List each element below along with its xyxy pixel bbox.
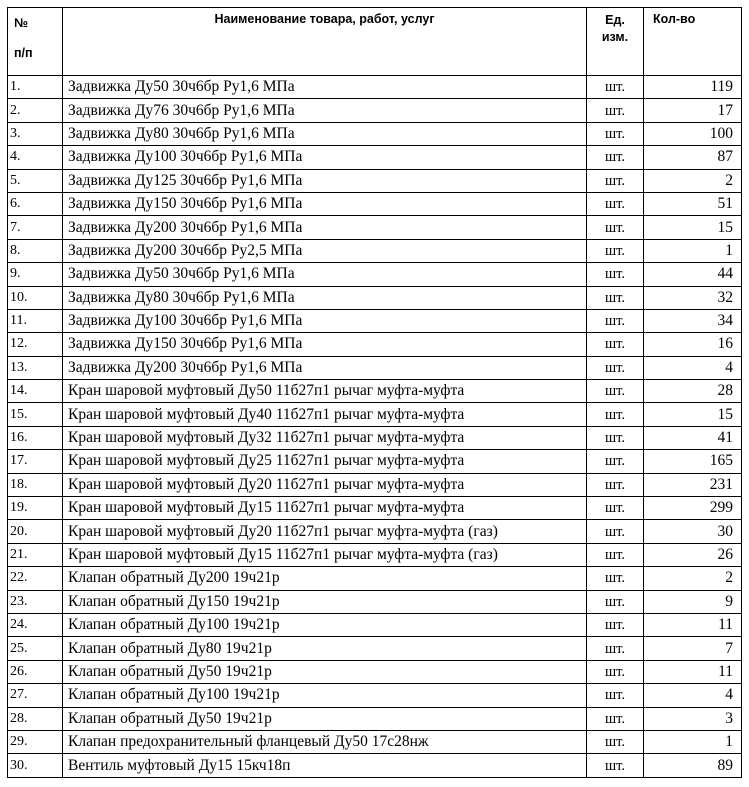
quantity-cell: 44 [644, 263, 742, 286]
quantity-cell: 32 [644, 286, 742, 309]
row-number-cell: 14. [8, 380, 63, 403]
item-name-cell: Задвижка Ду80 30ч6бр Ру1,6 МПа [63, 286, 587, 309]
quantity-cell: 299 [644, 497, 742, 520]
table-row [8, 380, 742, 403]
item-name-cell: Задвижка Ду200 30ч6бр Ру1,6 МПа [63, 356, 587, 379]
item-name-cell: Кран шаровой муфтовый Ду20 11б27п1 рычаг муфта-муфта [63, 473, 587, 496]
item-name-cell: Кран шаровой муфтовый Ду50 11б27п1 рычаг муфта-муфта [63, 380, 587, 403]
row-number-cell: 13. [8, 356, 63, 379]
unit-cell: шт. [587, 356, 644, 379]
item-name-cell: Клапан обратный Ду50 19ч21р [63, 707, 587, 730]
header-unit-line1: Ед. [605, 13, 625, 27]
row-number-cell: 21. [8, 543, 63, 566]
item-name-cell: Клапан обратный Ду80 19ч21р [63, 637, 587, 660]
item-name-cell: Задвижка Ду50 30ч6бр Ру1,6 МПа [63, 263, 587, 286]
row-number-cell: 17. [8, 450, 63, 473]
table-row [8, 426, 742, 449]
table-row [8, 192, 742, 215]
quantity-cell: 16 [644, 333, 742, 356]
item-name-cell: Кран шаровой муфтовый Ду15 11б27п1 рычаг муфта-муфта [63, 497, 587, 520]
item-name-cell: Задвижка Ду150 30ч6бр Ру1,6 МПа [63, 192, 587, 215]
quantity-cell: 3 [644, 707, 742, 730]
item-name-cell: Кран шаровой муфтовый Ду32 11б27п1 рычаг муфта-муфта [63, 426, 587, 449]
table-row [8, 450, 742, 473]
table-row [8, 707, 742, 730]
row-number-cell: 3. [8, 122, 63, 145]
unit-cell: шт. [587, 403, 644, 426]
quantity-cell: 87 [644, 146, 742, 169]
quantity-cell: 1 [644, 239, 742, 262]
unit-cell: шт. [587, 76, 644, 99]
row-number-cell: 23. [8, 590, 63, 613]
quantity-cell: 9 [644, 590, 742, 613]
table-row [8, 497, 742, 520]
unit-cell: шт. [587, 286, 644, 309]
item-name-cell: Задвижка Ду125 30ч6бр Ру1,6 МПа [63, 169, 587, 192]
row-number-cell: 8. [8, 239, 63, 262]
row-number-cell: 5. [8, 169, 63, 192]
row-number-cell: 9. [8, 263, 63, 286]
table-row [8, 216, 742, 239]
row-number-cell: 27. [8, 684, 63, 707]
item-name-cell: Задвижка Ду100 30ч6бр Ру1,6 МПа [63, 309, 587, 332]
table-row [8, 660, 742, 683]
item-name-cell: Клапан обратный Ду200 19ч21р [63, 567, 587, 590]
quantity-cell: 17 [644, 99, 742, 122]
header-number-line2: п/п [14, 46, 33, 60]
unit-cell: шт. [587, 309, 644, 332]
item-name-cell: Задвижка Ду80 30ч6бр Ру1,6 МПа [63, 122, 587, 145]
quantity-cell: 4 [644, 356, 742, 379]
unit-cell: шт. [587, 122, 644, 145]
quantity-cell: 2 [644, 169, 742, 192]
item-name-cell: Кран шаровой муфтовый Ду25 11б27п1 рычаг муфта-муфта [63, 450, 587, 473]
unit-cell: шт. [587, 192, 644, 215]
row-number-cell: 20. [8, 520, 63, 543]
row-number-cell: 1. [8, 76, 63, 99]
item-name-cell: Задвижка Ду150 30ч6бр Ру1,6 МПа [63, 333, 587, 356]
unit-cell: шт. [587, 660, 644, 683]
row-number-cell: 28. [8, 707, 63, 730]
goods-table [7, 7, 742, 778]
quantity-cell: 165 [644, 450, 742, 473]
quantity-cell: 4 [644, 684, 742, 707]
table-row [8, 754, 742, 777]
unit-cell: шт. [587, 450, 644, 473]
row-number-cell: 15. [8, 403, 63, 426]
table-row [8, 309, 742, 332]
unit-cell: шт. [587, 380, 644, 403]
unit-cell: шт. [587, 169, 644, 192]
table-row [8, 637, 742, 660]
unit-cell: шт. [587, 520, 644, 543]
table-row [8, 122, 742, 145]
row-number-cell: 4. [8, 146, 63, 169]
header-unit-line2: изм. [601, 30, 629, 44]
table-row [8, 356, 742, 379]
row-number-cell: 10. [8, 286, 63, 309]
quantity-cell: 51 [644, 192, 742, 215]
unit-cell: шт. [587, 637, 644, 660]
table-row [8, 333, 742, 356]
unit-cell: шт. [587, 239, 644, 262]
item-name-cell: Клапан обратный Ду50 19ч21р [63, 660, 587, 683]
item-name-cell: Вентиль муфтовый Ду15 15кч18п [63, 754, 587, 777]
row-number-cell: 19. [8, 497, 63, 520]
table-row [8, 684, 742, 707]
header-quantity: Кол-во [644, 8, 742, 76]
unit-cell: шт. [587, 146, 644, 169]
quantity-cell: 11 [644, 613, 742, 636]
quantity-cell: 119 [644, 76, 742, 99]
table-row [8, 473, 742, 496]
table-row [8, 146, 742, 169]
unit-cell: шт. [587, 426, 644, 449]
row-number-cell: 7. [8, 216, 63, 239]
unit-cell: шт. [587, 99, 644, 122]
quantity-cell: 34 [644, 309, 742, 332]
row-number-cell: 24. [8, 613, 63, 636]
item-name-cell: Кран шаровой муфтовый Ду20 11б27п1 рычаг муфта-муфта (газ) [63, 520, 587, 543]
unit-cell: шт. [587, 216, 644, 239]
quantity-cell: 231 [644, 473, 742, 496]
table-row [8, 613, 742, 636]
unit-cell: шт. [587, 567, 644, 590]
row-number-cell: 29. [8, 730, 63, 753]
unit-cell: шт. [587, 684, 644, 707]
item-name-cell: Задвижка Ду200 30ч6бр Ру2,5 МПа [63, 239, 587, 262]
unit-cell: шт. [587, 590, 644, 613]
quantity-cell: 100 [644, 122, 742, 145]
table-row [8, 99, 742, 122]
row-number-cell: 16. [8, 426, 63, 449]
unit-cell: шт. [587, 613, 644, 636]
row-number-cell: 11. [8, 309, 63, 332]
quantity-cell: 7 [644, 637, 742, 660]
table-row [8, 169, 742, 192]
quantity-cell: 28 [644, 380, 742, 403]
header-name: Наименование товара, работ, услуг [63, 8, 587, 76]
row-number-cell: 6. [8, 192, 63, 215]
quantity-cell: 41 [644, 426, 742, 449]
quantity-cell: 89 [644, 754, 742, 777]
header-number [8, 8, 63, 76]
unit-cell: шт. [587, 543, 644, 566]
quantity-cell: 30 [644, 520, 742, 543]
table-row [8, 403, 742, 426]
unit-cell: шт. [587, 730, 644, 753]
table-row [8, 239, 742, 262]
quantity-cell: 15 [644, 216, 742, 239]
item-name-cell: Клапан предохранительный фланцевый Ду50 17с28нж [63, 730, 587, 753]
table-row [8, 730, 742, 753]
table-header-row [8, 8, 742, 76]
quantity-cell: 2 [644, 567, 742, 590]
item-name-cell: Кран шаровой муфтовый Ду15 11б27п1 рычаг муфта-муфта (газ) [63, 543, 587, 566]
unit-cell: шт. [587, 707, 644, 730]
item-name-cell: Задвижка Ду50 30ч6бр Ру1,6 МПа [63, 76, 587, 99]
item-name-cell: Клапан обратный Ду100 19ч21р [63, 684, 587, 707]
table-row [8, 543, 742, 566]
table-body [8, 76, 742, 778]
quantity-cell: 1 [644, 730, 742, 753]
unit-cell: шт. [587, 497, 644, 520]
row-number-cell: 18. [8, 473, 63, 496]
item-name-cell: Задвижка Ду76 30ч6бр Ру1,6 МПа [63, 99, 587, 122]
header-unit [587, 8, 644, 76]
unit-cell: шт. [587, 263, 644, 286]
table-row [8, 263, 742, 286]
table-row [8, 567, 742, 590]
row-number-cell: 26. [8, 660, 63, 683]
item-name-cell: Кран шаровой муфтовый Ду40 11б27п1 рычаг муфта-муфта [63, 403, 587, 426]
row-number-cell: 25. [8, 637, 63, 660]
unit-cell: шт. [587, 754, 644, 777]
row-number-cell: 22. [8, 567, 63, 590]
table-row [8, 590, 742, 613]
item-name-cell: Задвижка Ду200 30ч6бр Ру1,6 МПа [63, 216, 587, 239]
quantity-cell: 11 [644, 660, 742, 683]
table-row [8, 286, 742, 309]
header-number-line1: № [14, 16, 28, 30]
row-number-cell: 2. [8, 99, 63, 122]
quantity-cell: 15 [644, 403, 742, 426]
item-name-cell: Клапан обратный Ду100 19ч21р [63, 613, 587, 636]
item-name-cell: Задвижка Ду100 30ч6бр Ру1,6 МПа [63, 146, 587, 169]
row-number-cell: 12. [8, 333, 63, 356]
table-row [8, 76, 742, 99]
unit-cell: шт. [587, 473, 644, 496]
row-number-cell: 30. [8, 754, 63, 777]
table-row [8, 520, 742, 543]
unit-cell: шт. [587, 333, 644, 356]
item-name-cell: Клапан обратный Ду150 19ч21р [63, 590, 587, 613]
quantity-cell: 26 [644, 543, 742, 566]
